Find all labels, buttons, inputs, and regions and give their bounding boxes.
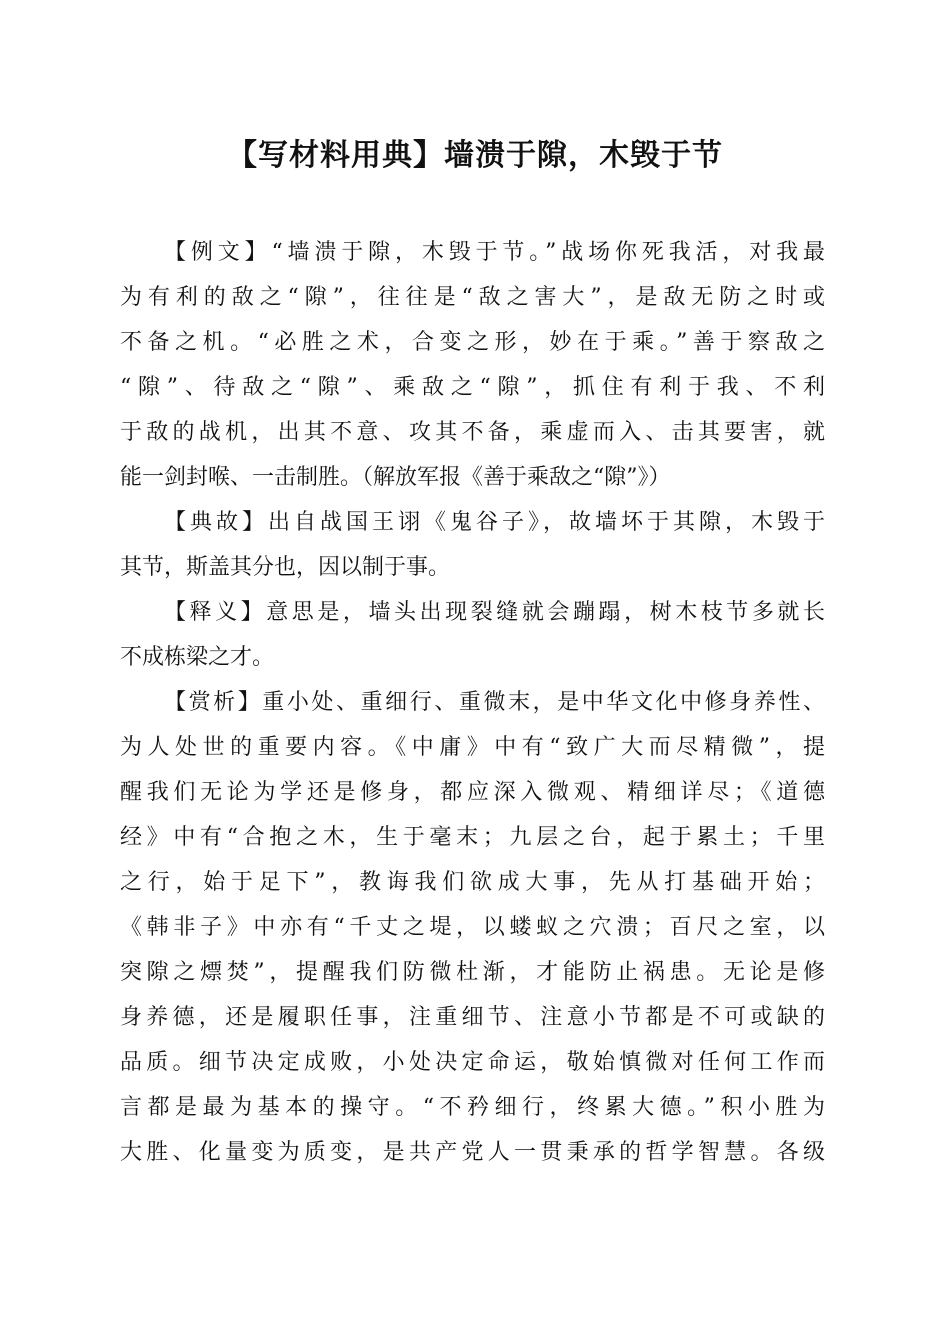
paragraph-example-line-2: 为有利的敌之“隙”，往往是“敌之害大”，是敌无防之时或 [120, 285, 825, 310]
paragraph-analysis-line-5: 之行，始于足下”，教诲我们欲成大事，先从打基础开始； [120, 870, 825, 895]
paragraph-analysis-line-3: 醒我们无论为学还是修身，都应深入微观、精细详尽；《道德 [120, 780, 825, 805]
paragraph-analysis-line-6: 《韩非子》中亦有“千丈之堤，以蝼蚁之穴溃；百尺之室，以 [120, 915, 825, 940]
paragraph-example-line-4: “隙”、待敌之“隙”、乘敌之“隙”，抓住有利于我、不利 [120, 375, 825, 400]
paragraph-meaning-line-2: 不成栋梁之才。 [120, 645, 275, 670]
document-title: 【写材料用典】墙溃于隙，木毁于节 [227, 138, 723, 173]
paragraph-example-line-5: 于敌的战机，出其不意、攻其不备，乘虚而入、击其要害，就 [120, 420, 825, 445]
paragraph-analysis-line-2: 为人处世的重要内容。《中庸》中有“致广大而尽精微”，提 [120, 735, 825, 760]
document-body [120, 230, 825, 1175]
paragraph-analysis-line-7: 突隙之熛焚”，提醒我们防微杜渐，才能防止祸患。无论是修 [120, 960, 825, 985]
paragraph-analysis-line-1: 【赏析】重小处、重细行、重微末，是中华文化中修身养性、 [164, 690, 825, 715]
paragraph-example-line-6: 能一剑封喉、一击制胜。（解放军报《善于乘敌之“隙”》） [120, 465, 671, 490]
paragraph-allusion-line-2: 其节，斯盖其分也，因以制于事。 [120, 555, 451, 580]
paragraph-example-line-1: 【例文】“墙溃于隙，木毁于节。”战场你死我活，对我最 [164, 240, 825, 265]
paragraph-analysis-line-8: 身养德，还是履职任事，注重细节、注意小节都是不可或缺的 [120, 1005, 825, 1030]
paragraph-example-line-3: 不备之机。“必胜之术，合变之形，妙在于乘。”善于察敌之 [120, 330, 825, 355]
paragraph-analysis-line-11: 大胜、化量变为质变，是共产党人一贯秉承的哲学智慧。各级 [120, 1140, 825, 1165]
paragraph-analysis-line-9: 品质。细节决定成败，小处决定命运，敬始慎微对任何工作而 [120, 1050, 825, 1075]
paragraph-meaning-line-1: 【释义】意思是，墙头出现裂缝就会蹦蹋，树木枝节多就长 [164, 600, 825, 625]
paragraph-allusion-line-1: 【典故】出自战国王诩《鬼谷子》，故墙坏于其隙，木毁于 [164, 510, 825, 535]
paragraph-analysis-line-10: 言都是最为基本的操守。“不矜细行，终累大德。”积小胜为 [120, 1095, 825, 1120]
paragraph-analysis-line-4: 经》中有“合抱之木，生于毫末；九层之台，起于累土；千里 [120, 825, 825, 850]
